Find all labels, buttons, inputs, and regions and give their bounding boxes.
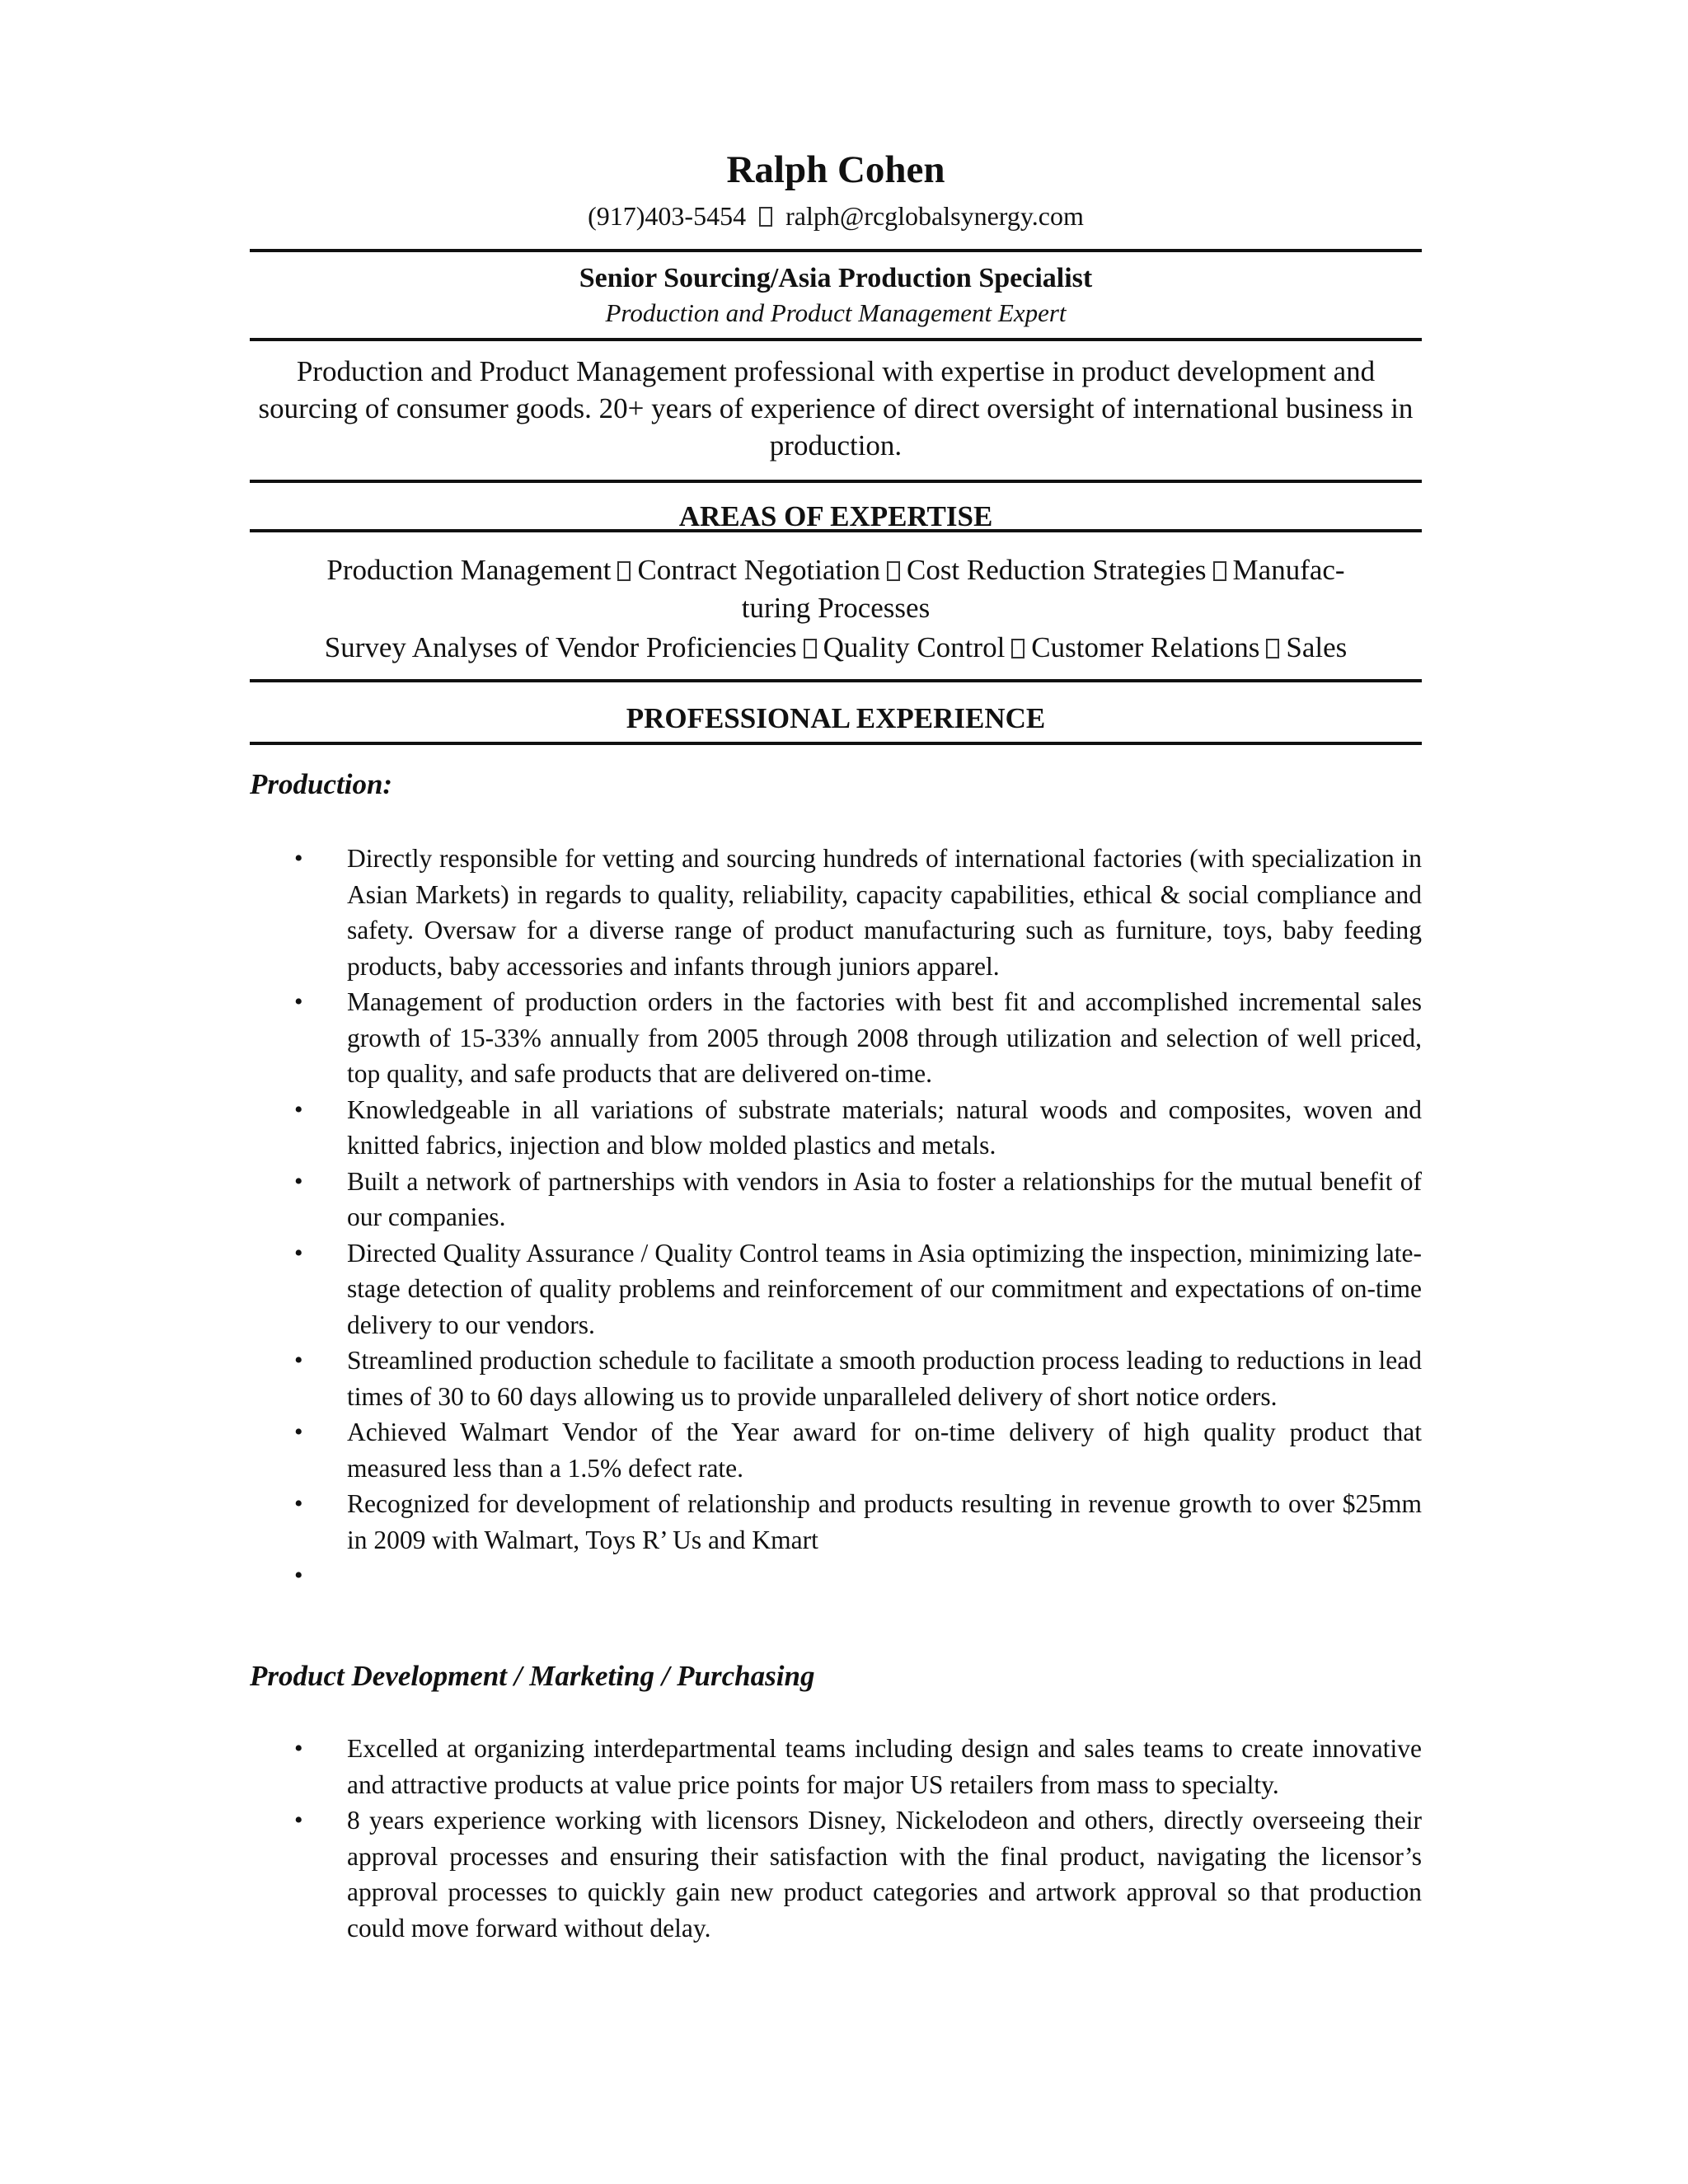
separator-box-icon xyxy=(804,639,817,658)
product-development-bullet-list xyxy=(250,1731,1422,1946)
bullet-icon: • xyxy=(294,1167,303,1195)
list-item xyxy=(250,984,1422,1092)
divider-rule xyxy=(250,480,1422,483)
bullet-text: Recognized for development of relationship and products resulting in revenue growth to over $25mm in 2009 with Walmart, Toys R’ Us and Kmart xyxy=(347,1489,1422,1554)
list-item xyxy=(250,1802,1422,1946)
expertise-item: Survey Analyses of Vendor Proficiencies xyxy=(324,631,797,663)
divider-rule xyxy=(250,529,1422,532)
divider-rule xyxy=(250,338,1422,341)
expertise-item: Manufac- xyxy=(1232,554,1345,586)
expertise-line-2 xyxy=(250,628,1422,667)
expertise-item: Cost Reduction Strategies xyxy=(906,554,1207,586)
bullet-text: Built a network of partnerships with vendors in Asia to foster a relationships for the mutual benefit of our companies. xyxy=(347,1166,1422,1231)
separator-box-icon xyxy=(1213,561,1226,581)
separator-box-icon xyxy=(887,561,900,581)
expertise-item: Customer Relations xyxy=(1031,631,1260,663)
expertise-line-1-cont: turing Processes xyxy=(741,592,931,624)
bullet-icon: • xyxy=(294,1490,303,1517)
bullet-icon: • xyxy=(294,1095,303,1123)
separator-box-icon xyxy=(1266,639,1279,658)
role-subtitle: Production and Product Management Expert xyxy=(605,298,1067,327)
bullet-text: Knowledgeable in all variations of substrate materials; natural woods and composites, woven and knitted fabrics, injection and blow molded plastics and metals. xyxy=(347,1094,1422,1160)
summary-paragraph: Production and Product Management professional with expertise in product development and sourcing of consumer goods. 20+ years of experience of direct oversight of international business in production. xyxy=(258,355,1414,462)
role-title: Senior Sourcing/Asia Production Specialist xyxy=(579,263,1093,293)
separator-box-icon xyxy=(1011,639,1025,658)
candidate-name: Ralph Cohen xyxy=(726,148,945,191)
bullet-text: Directly responsible for vetting and sourcing hundreds of international factories (with specialization in Asian Markets) in regards to quality, reliability, capacity capabilities, ethical & social compliance and safety. Oversaw for a diverse range of product manufacturing such as furniture, toys, baby feeding products, baby accessories and infants through juniors apparel. xyxy=(347,844,1422,981)
bullet-text: 8 years experience working with licensors Disney, Nickelodeon and others, directly overseeing their approval processes and ensuring their satisfaction with the final product, navigating the licensor’s approval processes to quickly gain new product categories and artwork approval so that production could move forward without delay. xyxy=(347,1806,1422,1943)
email-address: ralph@rcglobalsynergy.com xyxy=(785,201,1084,231)
bullet-text: Achieved Walmart Vendor of the Year award for on-time delivery of high quality product that measured less than a 1.5% defect rate. xyxy=(347,1418,1422,1483)
list-item xyxy=(250,1731,1422,1802)
bullet-text: Management of production orders in the factories with best fit and accomplished incremental sales growth of 15-33% annually from 2005 through 2008 through utilization and selection of well priced, top quality, and safe products that are delivered on-time. xyxy=(347,987,1422,1088)
separator-box-icon xyxy=(759,207,772,227)
phone-number: (917)403-5454 xyxy=(588,201,747,231)
expertise-heading: AREAS OF EXPERTISE xyxy=(678,500,993,532)
divider-rule xyxy=(250,249,1422,252)
list-item xyxy=(250,1235,1422,1343)
list-item xyxy=(250,1164,1422,1235)
bullet-icon: • xyxy=(294,1239,303,1267)
list-item xyxy=(250,1092,1422,1164)
bullet-icon: • xyxy=(294,1562,303,1589)
bullet-icon: • xyxy=(294,988,303,1015)
bullet-icon: • xyxy=(294,1735,303,1762)
contact-line xyxy=(250,198,1422,234)
list-item xyxy=(250,1558,1422,1593)
divider-rule xyxy=(250,742,1422,745)
bullet-icon: • xyxy=(294,1807,303,1834)
expertise-item: Sales xyxy=(1286,631,1348,663)
bullet-icon: • xyxy=(294,1347,303,1374)
list-item xyxy=(250,841,1422,984)
expertise-item: Production Management xyxy=(326,554,612,586)
experience-heading: PROFESSIONAL EXPERIENCE xyxy=(626,702,1046,734)
bullet-text: Excelled at organizing interdepartmental teams including design and sales teams to create innovative and attractive products at value price points for major US retailers from mass to specialty. xyxy=(347,1734,1422,1799)
expertise-line-1 xyxy=(250,551,1422,589)
list-item xyxy=(250,1414,1422,1486)
bullet-text: Directed Quality Assurance / Quality Control teams in Asia optimizing the inspection, minimizing late-stage detection of quality problems and reinforcement of our commitment and expectations of on-time delivery to our vendors. xyxy=(347,1238,1422,1339)
production-bullet-list xyxy=(250,841,1422,1593)
bullet-icon: • xyxy=(294,1418,303,1446)
divider-rule xyxy=(250,679,1422,682)
list-item xyxy=(250,1343,1422,1414)
expertise-item: Quality Control xyxy=(823,631,1006,663)
expertise-item: Contract Negotiation xyxy=(637,554,880,586)
bullet-text: Streamlined production schedule to facilitate a smooth production process leading to reductions in lead times of 30 to 60 days allowing us to provide unparalleled delivery of short notice orders. xyxy=(347,1346,1422,1411)
production-heading: Production: xyxy=(250,768,393,800)
list-item xyxy=(250,1486,1422,1558)
product-development-heading: Product Development / Marketing / Purchasing xyxy=(250,1660,815,1692)
separator-box-icon xyxy=(617,561,631,581)
bullet-icon: • xyxy=(294,845,303,872)
